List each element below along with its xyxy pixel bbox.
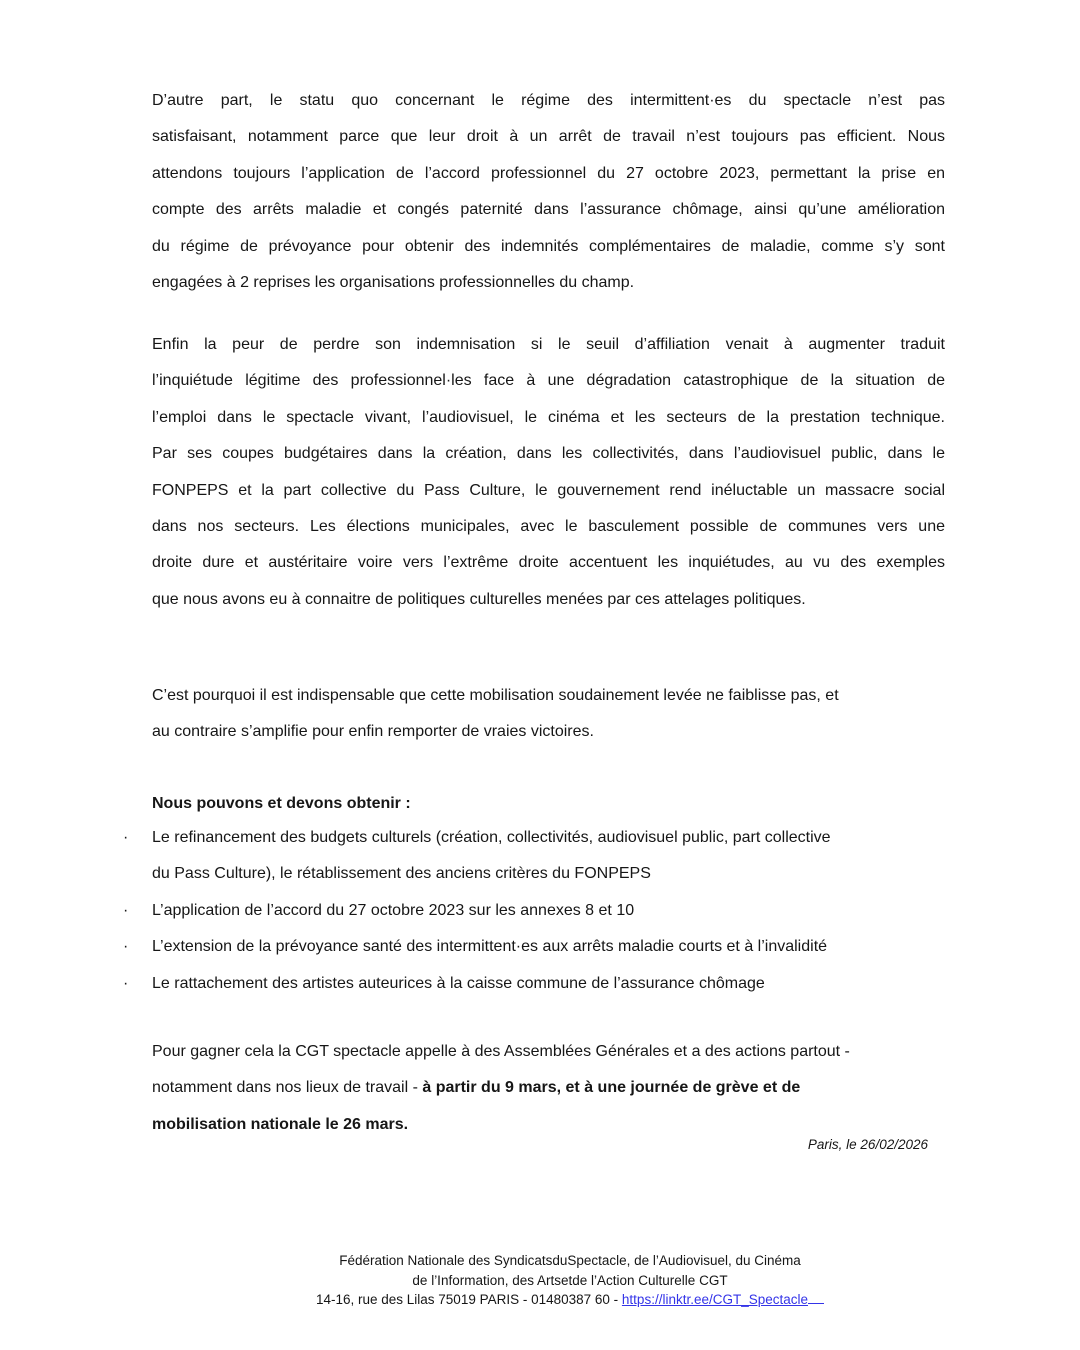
- text-line: droite dure et austéritaire voire vers l’extrême droite accentuent les inquiétudes, au vu des exemples: [152, 554, 945, 572]
- text-line: C’est pourquoi il est indispensable que cette mobilisation soudainement levée ne faiblisse pas, et: [152, 687, 839, 704]
- text-line: Par ses coupes budgétaires dans la création, dans les collectivités, dans l’audiovisuel public, dans le: [152, 445, 945, 463]
- text-line: Enfin la peur de perdre son indemnisation si le seuil d’affiliation venait à augmenter traduit: [152, 336, 945, 353]
- bullet-marker: ·: [123, 974, 129, 992]
- text-line: attendons toujours l’application de l’accord professionnel du 27 octobre 2023, permettant la prise en: [152, 164, 945, 182]
- list-item: [123, 820, 945, 893]
- text-line: Le refinancement des budgets culturels (création, collectivités, audiovisuel public, part collective: [152, 829, 831, 846]
- footer-line-2: de l’Information, des Artsetde l’Action Culturelle CGT: [412, 1272, 728, 1288]
- text-run-bold: mobilisation nationale le 26 mars.: [152, 1115, 409, 1133]
- text-run-bold: à partir du 9 mars, et à une journée de grève et de: [422, 1079, 801, 1097]
- heading-text: Nous pouvons et devons obtenir :: [152, 795, 411, 812]
- list-item: [123, 893, 945, 929]
- text-line: engagées à 2 reprises les organisations professionnelles du champ.: [152, 274, 635, 292]
- paragraph-2: [152, 327, 945, 618]
- list-item-text: [152, 893, 945, 929]
- list-item-text: [152, 966, 945, 1002]
- text-line: au contraire s’amplifie pour enfin remporter de vraies victoires.: [152, 723, 594, 741]
- text-line: l’inquiétude légitime des professionnel·les face à une dégradation catastrophique de la situation de: [152, 372, 945, 390]
- paragraph-1: [152, 83, 945, 301]
- text-line: L’application de l’accord du 27 octobre 2023 sur les annexes 8 et 10: [152, 901, 635, 919]
- footer-address: 14-16, rue des Lilas 75019 PARIS - 01480387 60 -: [315, 1292, 622, 1307]
- bullet-marker: ·: [123, 938, 129, 956]
- text-line: L’extension de la prévoyance santé des intermittent·es aux arrêts maladie courts et à l’invalidité: [152, 938, 828, 956]
- text-run: Pour gagner cela la CGT spectacle appelle à des Assemblées Générales et a des actions partout -: [152, 1043, 850, 1060]
- text-line: du Pass Culture), le rétablissement des anciens critères du FONPEPS: [152, 865, 651, 883]
- paragraph-4: [152, 1034, 945, 1143]
- bullet-marker: ·: [123, 901, 129, 919]
- link-underline-tail: [808, 1301, 824, 1304]
- list-item-text: [152, 929, 945, 965]
- footer-line-1: Fédération Nationale des SyndicatsduSpectacle, de l’Audiovisuel, du Cinéma: [339, 1253, 801, 1268]
- text-line: compte des arrêts maladie et congés paternité dans l’assurance chômage, ainsi qu’une amélioration: [152, 201, 945, 219]
- text-line: que nous avons eu à connaitre de politiques culturelles menées par ces attelages politiques.: [152, 590, 806, 608]
- dateline: Paris, le 26/02/2026: [807, 1137, 928, 1152]
- linktree-link[interactable]: https://linktr.ee/CGT_Spectacle: [621, 1292, 809, 1307]
- list-item: [123, 966, 945, 1002]
- footer: [60, 1251, 1080, 1310]
- text-run: notamment dans nos lieux de travail -: [152, 1079, 423, 1097]
- list-item: [123, 929, 945, 965]
- text-line: l’emploi dans le spectacle vivant, l’audiovisuel, le cinéma et les secteurs de la prestation technique.: [152, 408, 945, 426]
- text-line: [152, 1034, 945, 1070]
- text-line: [152, 1070, 945, 1106]
- paragraph-3: [152, 678, 945, 751]
- bullet-marker: ·: [123, 829, 129, 846]
- text-line: Le rattachement des artistes auteurices à la caisse commune de l’assurance chômage: [152, 974, 765, 992]
- list-item-text: [152, 820, 945, 893]
- section-heading: [152, 786, 945, 822]
- text-line: satisfaisant, notamment parce que leur droit à un arrêt de travail n’est toujours pas efficient. Nous: [152, 128, 945, 146]
- text-line: FONPEPS et la part collective du Pass Culture, le gouvernement rend inéluctable un massacre social: [152, 481, 945, 499]
- text-line: dans nos secteurs. Les élections municipales, avec le basculement possible de communes vers une: [152, 518, 945, 536]
- text-line: D’autre part, le statu quo concernant le régime des intermittent·es du spectacle n’est pas: [152, 92, 945, 109]
- text-line: du régime de prévoyance pour obtenir des indemnités complémentaires de maladie, comme s’y sont: [152, 237, 945, 255]
- bullet-list: [123, 820, 945, 1002]
- footer-line-3: [60, 1290, 1080, 1310]
